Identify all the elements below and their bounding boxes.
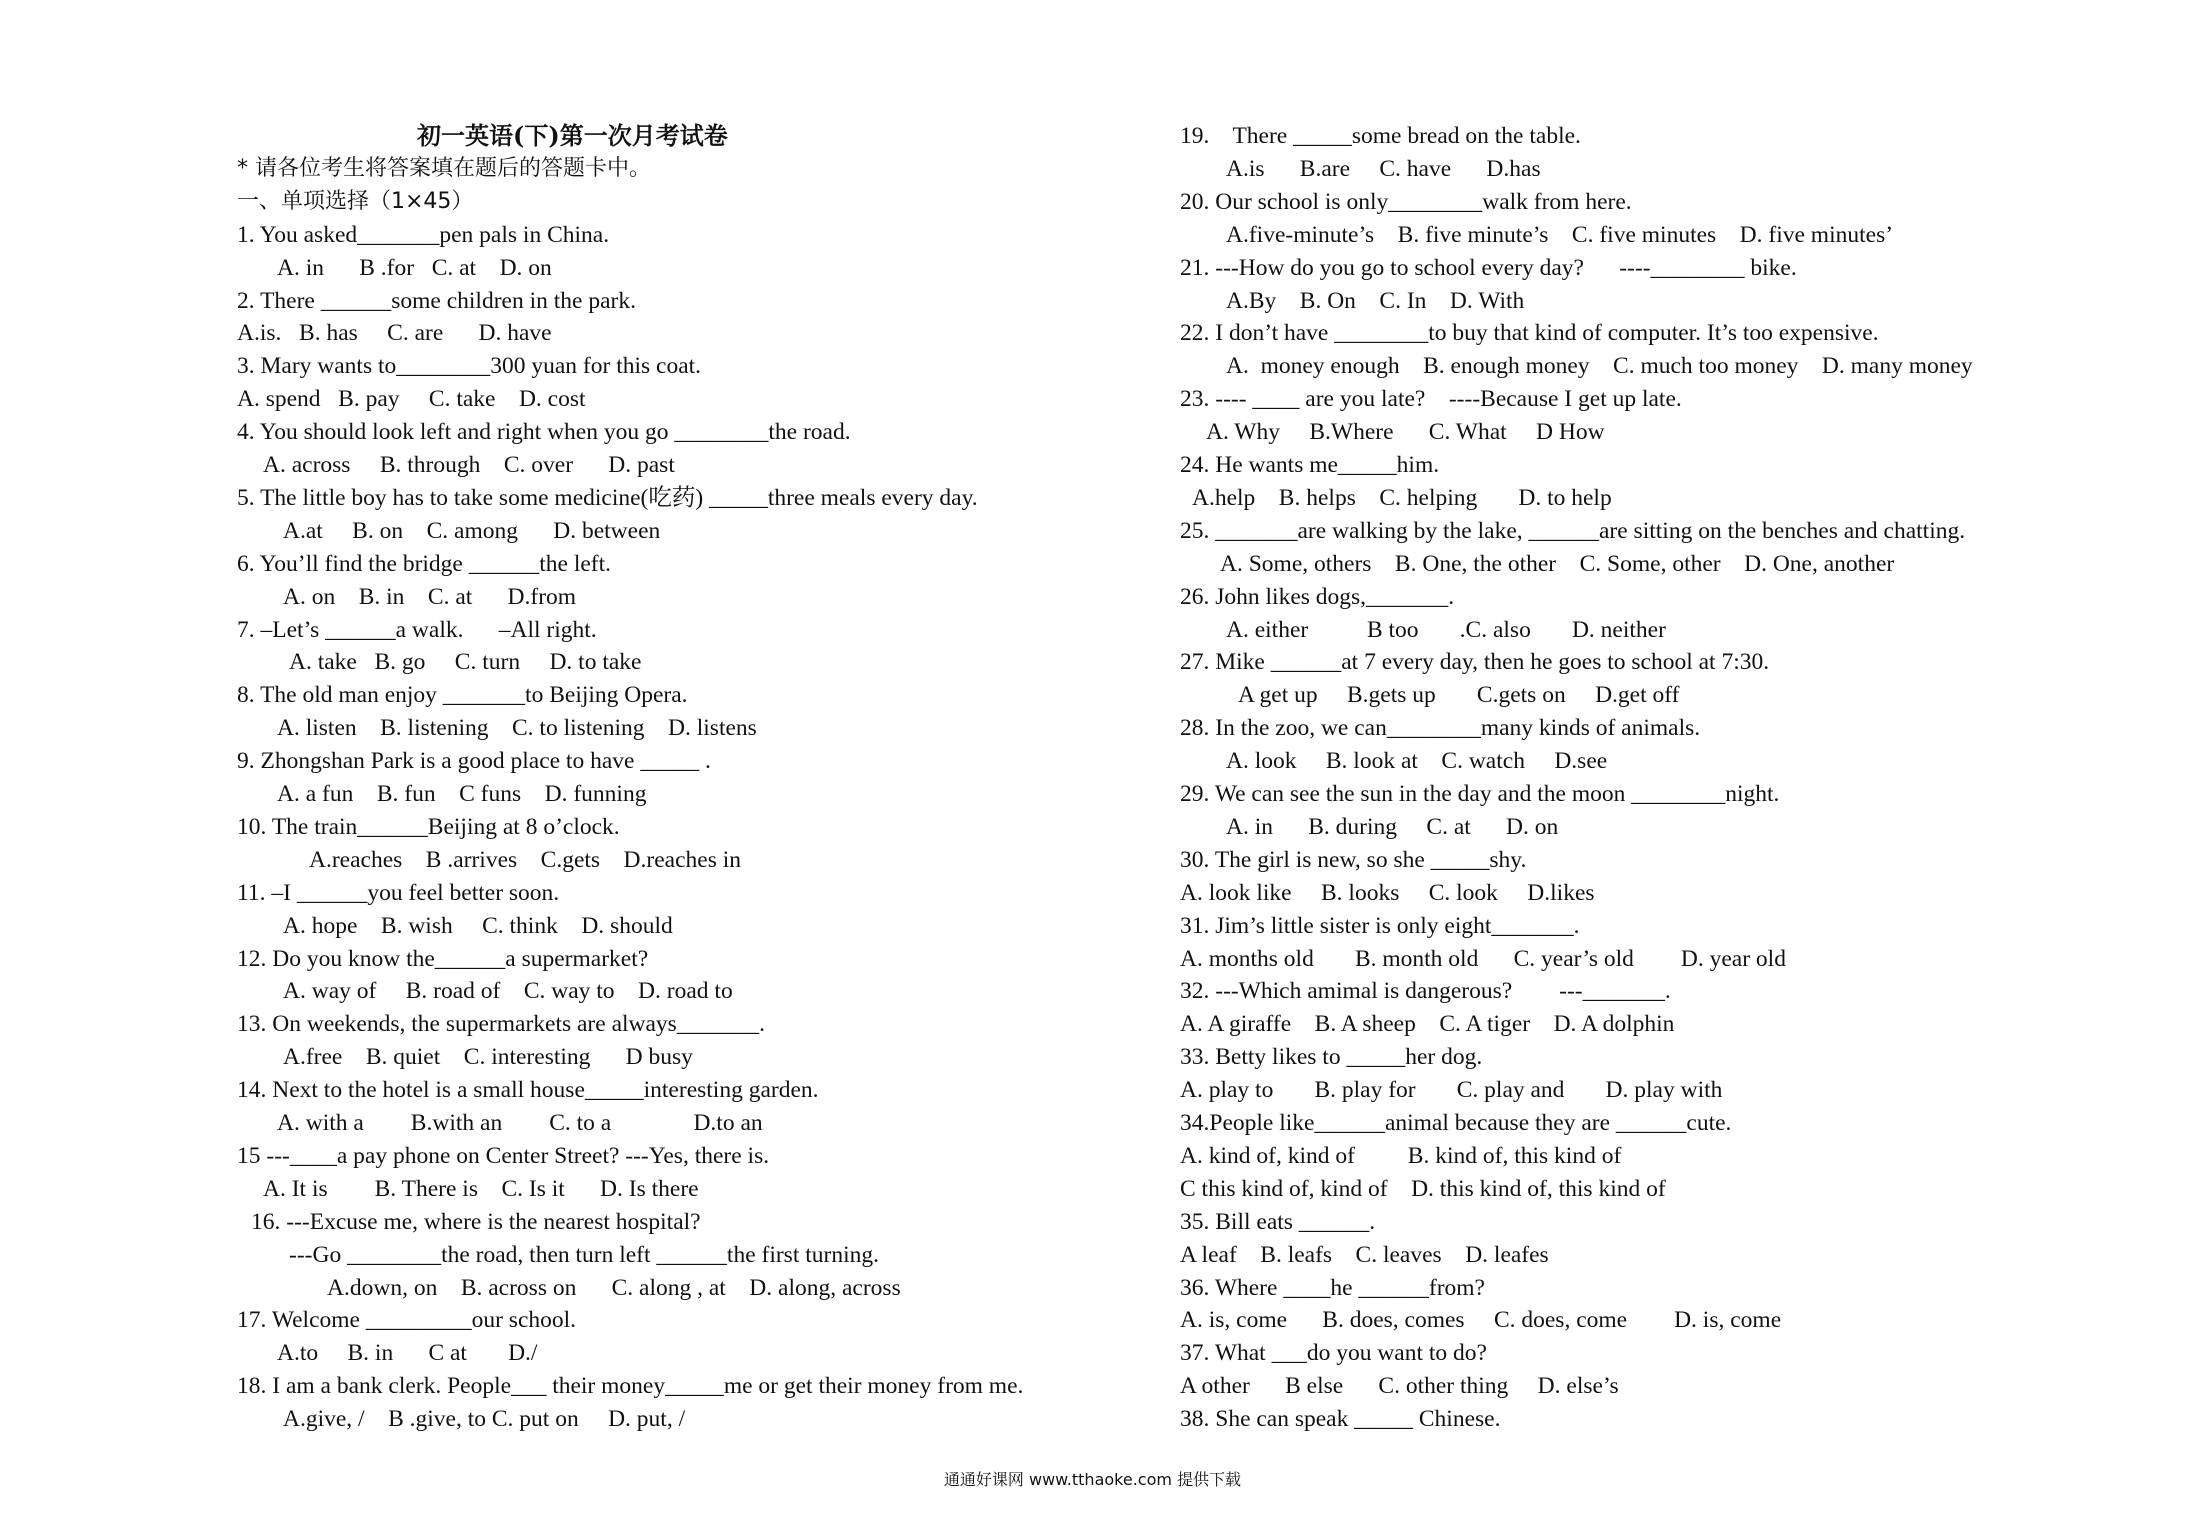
page-footer: 通通好课网 www.tthaoke.com 提供下载	[943, 1470, 1242, 1489]
answer-options: A. Why B.Where C. What D How	[1206, 419, 1605, 446]
answer-options: A. either B too .C. also D. neither	[1226, 616, 1666, 643]
question-text: 33. Betty likes to _____her dog.	[1180, 1044, 1483, 1071]
question-text: 26. John likes dogs,_______.	[1180, 583, 1455, 610]
question-text: 22. I don’t have ________to buy that kind of computer. It’s too expensive.	[1180, 320, 1879, 347]
question-text: 20. Our school is only________walk from here.	[1180, 188, 1632, 215]
instruction-text: * 请各位考生将答案填在题后的答题卡中。	[237, 155, 651, 181]
answer-options: A other B else C. other thing D. else’s	[1180, 1373, 1619, 1400]
answer-options: A. A giraffe B. A sheep C. A tiger D. A dolphin	[1180, 1011, 1675, 1038]
question-text: 25. _______are walking by the lake, ______are sitting on the benches and chatting.	[1180, 517, 1966, 544]
question-text: 29. We can see the sun in the day and the moon ________night.	[1180, 781, 1780, 807]
answer-options: A.down, on B. across on C. along , at D. along, across	[327, 1274, 901, 1301]
answer-options: A.at B. on C. among D. between	[283, 517, 661, 544]
question-text: 6. You’ll find the bridge ______the left.	[237, 550, 612, 577]
answer-options: A. play to B. play for C. play and D. play with	[1180, 1077, 1723, 1104]
question-text: 12. Do you know the______a supermarket?	[237, 945, 649, 972]
question-text: 24. He wants me_____him.	[1180, 452, 1440, 478]
exam-title: 初一英语(下)第一次月考试卷	[417, 121, 728, 150]
question-text: 15 ---____a pay phone on Center Street? ---Yes, there is.	[237, 1142, 770, 1169]
answer-options: A. with a B.with an C. to a D.to an	[277, 1110, 763, 1136]
question-text: 30. The girl is new, so she _____shy.	[1180, 846, 1527, 873]
question-text: 35. Bill eats ______.	[1180, 1208, 1376, 1235]
question-text: 7. –Let’s ______a walk. –All right.	[237, 616, 597, 643]
question-text: 19. There _____some bread on the table.	[1180, 123, 1581, 149]
question-text: 13. On weekends, the supermarkets are always_______.	[237, 1011, 765, 1038]
answer-options: A. way of B. road of C. way to D. road to	[283, 978, 733, 1005]
answer-options: A. in B .for C. at D. on	[277, 254, 552, 281]
instruction-text: 一、单项选择（1×45）	[237, 188, 474, 214]
answer-options: A. listen B. listening C. to listening D. listens	[277, 715, 757, 742]
question-text: 1. You asked_______pen pals in China.	[237, 221, 610, 248]
question-text: 31. Jim’s little sister is only eight_______.	[1180, 912, 1580, 939]
answer-options: A. across B. through C. over D. past	[263, 452, 675, 478]
answer-options: A. spend B. pay C. take D. cost	[237, 386, 586, 413]
answer-options: A.By B. On C. In D. With	[1226, 287, 1525, 314]
answer-options: A. money enough B. enough money C. much too money D. many money	[1226, 353, 1973, 380]
question-text: 4. You should look left and right when you go ________the road.	[237, 419, 851, 446]
answer-options: A. look B. look at C. watch D.see	[1226, 748, 1608, 775]
answer-options: A. a fun B. fun C funs D. funning	[277, 781, 647, 807]
answer-options: A. is, come B. does, comes C. does, come D. is, come	[1180, 1307, 1782, 1334]
answer-options: A. in B. during C. at D. on	[1226, 813, 1559, 840]
question-text: 28. In the zoo, we can________many kinds of animals.	[1180, 715, 1701, 742]
answer-options: A.reaches B .arrives C.gets D.reaches in	[309, 846, 741, 873]
question-text: 32. ---Which amimal is dangerous? ---_______.	[1180, 978, 1671, 1005]
question-text: 18. I am a bank clerk. People___ their money_____me or get their money from me.	[237, 1373, 1024, 1400]
answer-options: A.five-minute’s B. five minute’s C. five minutes D. five minutes’	[1226, 221, 1894, 248]
question-text: 36. Where ____he ______from?	[1180, 1274, 1485, 1301]
answer-options: A get up B.gets up C.gets on D.get off	[1238, 682, 1680, 709]
question-text: 21. ---How do you go to school every day? ----________ bike.	[1180, 254, 1797, 281]
answer-options: A.free B. quiet C. interesting D busy	[283, 1044, 693, 1071]
question-text: 2. There ______some children in the park.	[237, 287, 636, 314]
answer-options: A.is. B. has C. are D. have	[237, 320, 552, 347]
question-text: 8. The old man enjoy _______to Beijing Opera.	[237, 682, 688, 709]
question-text: 17. Welcome _________our school.	[237, 1307, 577, 1334]
question-text: 9. Zhongshan Park is a good place to have _____ .	[237, 748, 711, 775]
answer-options: A. months old B. month old C. year’s old D. year old	[1180, 945, 1786, 972]
answer-options: A. on B. in C. at D.from	[283, 583, 577, 610]
answer-options: A. hope B. wish C. think D. should	[283, 912, 673, 939]
question-text: 34.People like______animal because they are ______cute.	[1180, 1110, 1732, 1136]
question-text: 38. She can speak _____ Chinese.	[1180, 1406, 1501, 1433]
answer-options: A.to B. in C at D./	[277, 1340, 538, 1367]
answer-options: A. take B. go C. turn D. to take	[289, 649, 642, 676]
question-text: 10. The train______Beijing at 8 o’clock.	[237, 813, 620, 840]
answer-options: A.is B.are C. have D.has	[1226, 155, 1541, 182]
answer-options: C this kind of, kind of D. this kind of, this kind of	[1180, 1175, 1666, 1202]
question-text: 27. Mike ______at 7 every day, then he goes to school at 7:30.	[1180, 649, 1770, 676]
answer-options: A. kind of, kind of B. kind of, this kind of	[1180, 1142, 1622, 1169]
question-text: 11. –I ______you feel better soon.	[237, 879, 560, 906]
answer-options: A.help B. helps C. helping D. to help	[1192, 484, 1612, 511]
answer-options: A. look like B. looks C. look D.likes	[1180, 879, 1595, 906]
question-text: 5. The little boy has to take some medicine(吃药) _____three meals every day.	[237, 484, 978, 511]
question-text: 16. ---Excuse me, where is the nearest hospital?	[251, 1208, 701, 1235]
question-text: 14. Next to the hotel is a small house_____interesting garden.	[237, 1077, 819, 1104]
answer-options: A leaf B. leafs C. leaves D. leafes	[1180, 1241, 1549, 1268]
question-text: 37. What ___do you want to do?	[1180, 1340, 1487, 1367]
question-text: 3. Mary wants to________300 yuan for this coat.	[237, 353, 702, 380]
question-text: 23. ---- ____ are you late? ----Because I get up late.	[1180, 386, 1682, 413]
answer-options: A. Some, others B. One, the other C. Some, other D. One, another	[1220, 550, 1895, 577]
answer-options: A. It is B. There is C. Is it D. Is there	[263, 1175, 699, 1202]
question-text: ---Go ________the road, then turn left ______the first turning.	[289, 1241, 879, 1268]
answer-options: A.give, / B .give, to C. put on D. put, /	[283, 1406, 686, 1433]
